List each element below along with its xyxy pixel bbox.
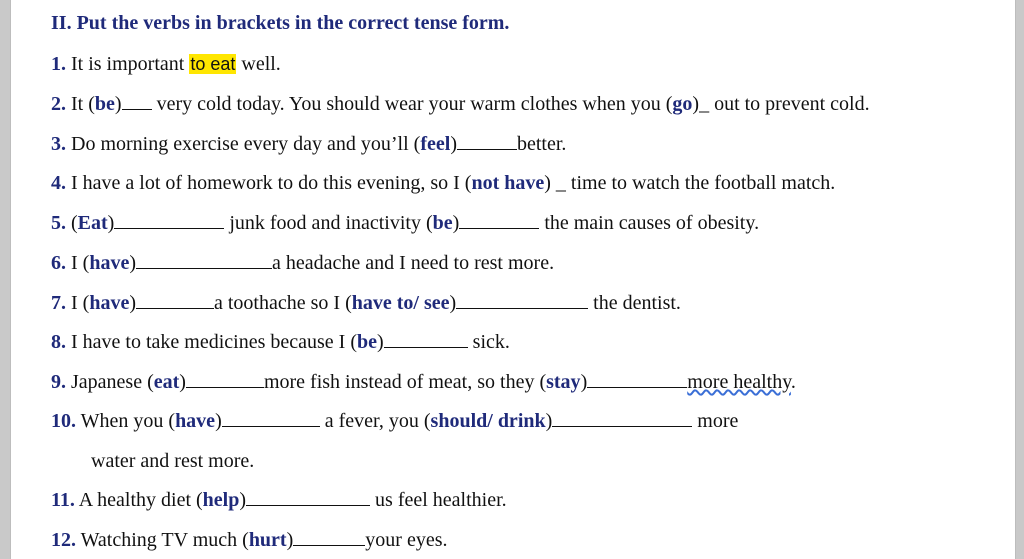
item-text: water and rest more. — [91, 450, 255, 472]
item-number: 8. — [51, 331, 66, 353]
answer-blank[interactable] — [222, 408, 320, 427]
item-text: When you ( — [76, 410, 176, 432]
item-text: more fish instead of meat, so they ( — [263, 371, 547, 393]
item-text: . — [790, 371, 796, 393]
item-text: ( — [66, 212, 78, 234]
verb-prompt: hurt — [248, 529, 287, 551]
item-text: ) — [449, 292, 457, 314]
item-text: more — [692, 410, 739, 432]
exercise-item-10 — [51, 408, 738, 434]
answer-blank[interactable] — [136, 290, 214, 309]
item-text: ) — [179, 371, 186, 393]
verb-prompt: eat — [153, 371, 180, 393]
exercise-item-1 — [51, 51, 281, 77]
item-text: very cold today. You should wear your warm clothes when you ( — [151, 93, 673, 115]
verb-prompt: help — [202, 489, 240, 511]
item-text: ) — [107, 212, 115, 234]
item-number: 3. — [51, 133, 66, 155]
answer-blank[interactable] — [456, 290, 588, 309]
item-number: 7. — [51, 292, 66, 314]
verb-prompt: stay — [546, 371, 581, 393]
item-text: ) _ time to watch the football match. — [544, 172, 836, 194]
item-text: I ( — [66, 252, 90, 274]
item-number: 4. — [51, 172, 66, 194]
verb-prompt: be — [356, 331, 377, 353]
item-text: It ( — [66, 93, 95, 115]
verb-prompt: be — [94, 93, 115, 115]
verb-prompt: go — [672, 93, 693, 115]
item-text: It is important — [66, 53, 190, 75]
item-text: ) — [114, 93, 122, 115]
item-text: I ( — [66, 292, 90, 314]
answer-blank[interactable] — [136, 250, 272, 269]
verb-prompt: not have — [471, 172, 545, 194]
item-text: ) — [545, 410, 553, 432]
item-text: well. — [236, 53, 281, 75]
answer-blank[interactable] — [552, 408, 692, 427]
item-number: 1. — [51, 53, 66, 75]
exercise-item-10-continued — [91, 448, 254, 474]
item-text: a fever, you ( — [319, 410, 431, 432]
item-text: junk food and inactivity ( — [224, 212, 433, 234]
item-number: 2. — [51, 93, 66, 115]
exercise-item-2 — [51, 91, 870, 117]
answer-blank[interactable] — [114, 210, 224, 229]
answer-blank[interactable] — [384, 329, 468, 348]
verb-prompt: be — [432, 212, 453, 234]
item-text: better. — [516, 133, 567, 155]
answer-blank[interactable] — [587, 369, 687, 388]
exercise-item-9 — [51, 369, 796, 395]
exercise-item-3 — [51, 131, 566, 157]
item-text: a headache and I need to rest more. — [272, 252, 555, 274]
item-text: ) — [452, 212, 460, 234]
exercise-item-7 — [51, 290, 681, 316]
verb-prompt: have — [175, 410, 216, 432]
item-number: 10. — [51, 410, 76, 432]
item-number: 6. — [51, 252, 66, 274]
item-text: Watching TV much ( — [76, 529, 249, 551]
exercise-item-12 — [51, 527, 447, 553]
item-number: 5. — [51, 212, 66, 234]
item-text: I have to take medicines because I ( — [66, 331, 357, 353]
verb-prompt: have to/ see — [351, 292, 450, 314]
answer-blank[interactable] — [457, 131, 517, 150]
worksheet-page — [10, 0, 1016, 559]
verb-prompt: have — [89, 292, 130, 314]
item-number: 9. — [51, 371, 66, 393]
item-text: the main causes of obesity. — [539, 212, 760, 234]
item-number: 11. — [51, 489, 75, 511]
answer-blank[interactable] — [293, 527, 365, 546]
verb-prompt: feel — [420, 133, 451, 155]
item-text: a toothache so I ( — [214, 292, 352, 314]
answer-blank[interactable] — [246, 487, 370, 506]
item-text: Do morning exercise every day and you’ll ( — [66, 133, 421, 155]
verb-prompt: Eat — [77, 212, 108, 234]
item-text: I have a lot of homework to do this evening, so I ( — [66, 172, 472, 194]
item-text: )_ out to prevent cold. — [692, 93, 870, 115]
item-text: ) — [129, 292, 136, 314]
answer-blank[interactable] — [122, 91, 152, 110]
underlined-text: more healthy — [687, 371, 791, 393]
item-text: ) — [215, 410, 222, 432]
exercise-item-5 — [51, 210, 759, 236]
verb-prompt: should/ drink — [430, 410, 546, 432]
item-text: A healthy diet ( — [74, 489, 203, 511]
item-text: ) — [580, 371, 588, 393]
exercise-item-6 — [51, 250, 554, 276]
item-text: ) — [239, 489, 247, 511]
exercise-item-11 — [51, 487, 507, 513]
item-text: your eyes. — [365, 529, 448, 551]
exercise-title: II. Put the verbs in brackets in the correct tense form. — [51, 12, 510, 34]
highlighted-text: to eat — [190, 54, 236, 74]
item-text: us feel healthier. — [370, 489, 507, 511]
item-text: sick. — [467, 331, 510, 353]
item-number: 12. — [51, 529, 76, 551]
item-text: ) — [376, 331, 384, 353]
item-text: Japanese ( — [66, 371, 154, 393]
item-text: ) — [286, 529, 294, 551]
item-text: ) — [450, 133, 457, 155]
item-text: the dentist. — [588, 292, 681, 314]
answer-blank[interactable] — [186, 369, 264, 388]
item-text: ) — [129, 252, 136, 274]
exercise-item-8 — [51, 329, 510, 355]
answer-blank[interactable] — [459, 210, 539, 229]
exercise-item-4 — [51, 170, 835, 196]
verb-prompt: have — [89, 252, 130, 274]
